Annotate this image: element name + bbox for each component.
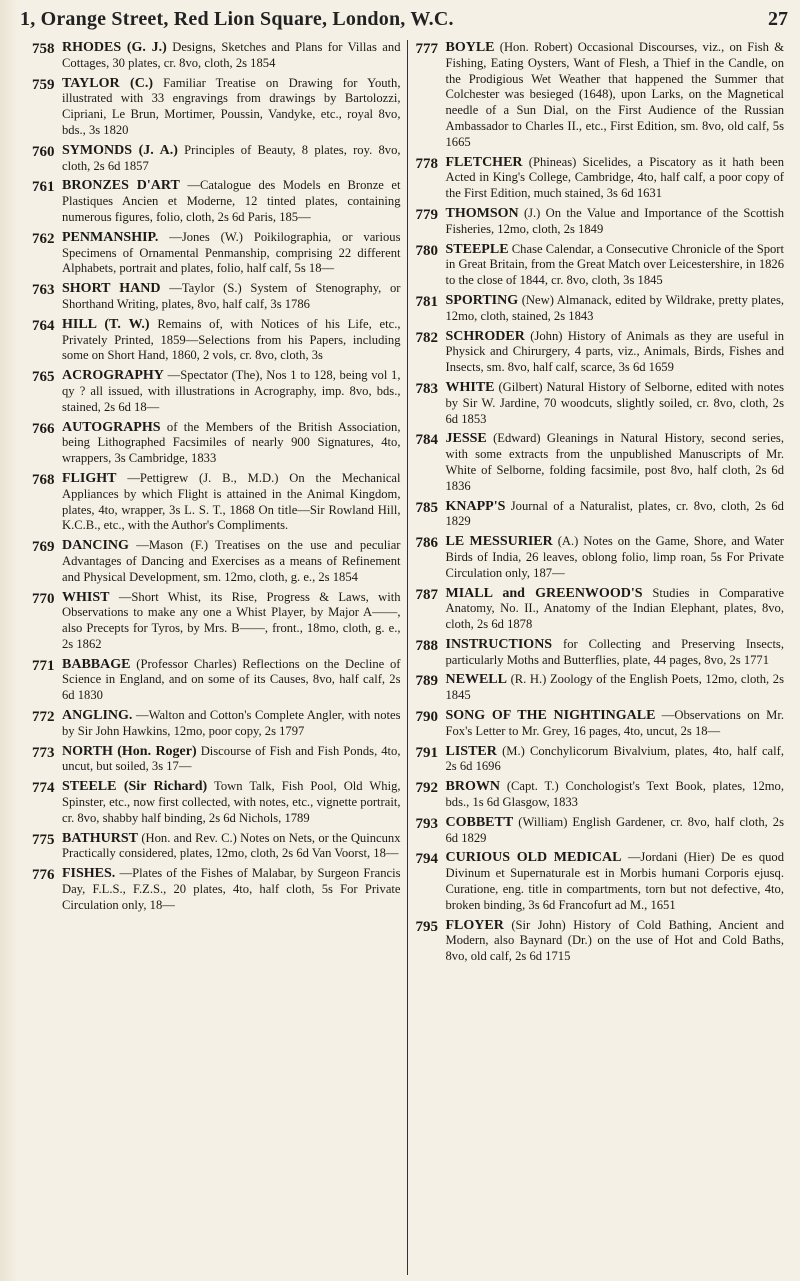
catalogue-entry bbox=[416, 431, 785, 494]
entry-number: 776 bbox=[32, 867, 55, 884]
entry-number: 761 bbox=[32, 179, 55, 196]
entry-number: 769 bbox=[32, 539, 55, 556]
entry-number: 768 bbox=[32, 471, 55, 488]
entry-text bbox=[62, 230, 401, 277]
entry-text bbox=[446, 40, 785, 151]
entry-number: 784 bbox=[415, 432, 438, 449]
entry-text bbox=[62, 40, 401, 72]
catalogue-entry bbox=[32, 779, 401, 826]
entry-text bbox=[62, 538, 401, 585]
entry-description: —Short Whist, its Rise, Progress & Laws, with Observations to make any one a Whist Player, by Major A——, also Precepts for Tyros, by Mrs. B——, front., 18mo, cloth, g. e., 2s 1862 bbox=[62, 589, 401, 651]
entry-description: (Edward) Gleanings in Natural History, second series, with some extracts from the unpublished Manuscripts of Mr. White of Selborne, folding facsimile, post 8vo, half cloth, 2s 6d 1836 bbox=[445, 431, 784, 493]
running-head: 1, Orange Street, Red Lion Square, London, W.C. bbox=[20, 7, 454, 30]
entry-number: 780 bbox=[415, 242, 438, 259]
entry-title: BATHURST bbox=[62, 830, 138, 846]
entry-description: —Walton and Cotton's Complete Angler, with notes by Sir John Hawkins, 12mo, poor copy, 2s 1797 bbox=[62, 708, 401, 738]
catalogue-entry bbox=[32, 590, 401, 653]
catalogue-entry bbox=[416, 155, 785, 202]
entry-number: 765 bbox=[32, 369, 55, 386]
entry-title: SPORTING bbox=[445, 292, 519, 308]
entry-title: RHODES (G. J.) bbox=[62, 40, 167, 55]
entry-title: PENMANSHIP. bbox=[62, 229, 159, 245]
entry-description: —Plates of the Fishes of Malabar, by Surgeon Francis Day, F.L.S., F.Z.S., 20 plates, 4to, half cloth, 5s For Private Circulation only, 18— bbox=[62, 866, 401, 912]
entry-description: for Collecting and Preserving Insects, particularly Moths and Butterflies, plate, 44 pages, 8vo, 2s 1771 bbox=[445, 636, 784, 667]
entry-title: JESSE bbox=[445, 431, 487, 447]
entry-number: 773 bbox=[32, 744, 55, 761]
entry-description: (New) Almanack, edited by Wildrake, pretty plates, 12mo, cloth, stained, 2s 1843 bbox=[445, 292, 785, 323]
entry-title: SYMONDS (J. A.) bbox=[62, 142, 178, 158]
entry-title: FISHES. bbox=[62, 866, 116, 882]
entry-number: 785 bbox=[415, 499, 438, 516]
page-header bbox=[20, 4, 788, 34]
entry-title: STEEPLE bbox=[445, 241, 509, 257]
right-column bbox=[408, 40, 791, 1275]
entry-description: (Hon. and Rev. C.) Notes on Nets, or the Quincunx Practically considered, plates, 12mo, cloth, 2s 6d Van Voorst, 18— bbox=[62, 830, 401, 861]
catalogue-entry bbox=[416, 779, 785, 811]
entry-text bbox=[446, 155, 785, 202]
page-number: 27 bbox=[768, 7, 788, 30]
entry-text bbox=[62, 178, 401, 225]
entry-description: (M.) Conchylicorum Bivalvium, plates, 4to, half calf, 2s 6d 1696 bbox=[445, 743, 784, 774]
catalogue-entry bbox=[416, 329, 785, 376]
entry-description: (A.) Notes on the Game, Shore, and Water Birds of India, 26 leaves, oblong folio, limp roan, 5s For Private Circulation only, 187— bbox=[445, 534, 785, 580]
catalogue-entry bbox=[32, 420, 401, 467]
entry-description: Discourse of Fish and Fish Ponds, 4to, uncut, but soiled, 3s 17— bbox=[62, 743, 401, 774]
entry-number: 760 bbox=[32, 143, 55, 160]
entry-text bbox=[446, 242, 785, 289]
entry-title: COBBETT bbox=[445, 814, 514, 830]
entry-number: 781 bbox=[415, 293, 438, 310]
entry-text bbox=[446, 779, 785, 811]
catalogue-entry bbox=[32, 178, 401, 225]
entry-title: FLETCHER bbox=[445, 154, 523, 170]
entry-number: 795 bbox=[415, 918, 438, 935]
entry-description: —Jordani (Hier) De es quod Divinum et Supernaturale est in Morbis humani Corporis ejusq. Curatione, eng. title in compartments, torn but not defective, 4to, broken binding, 3s 6d Francofurt ad M., 1651 bbox=[445, 850, 785, 912]
entry-description: —Catalogue des Models en Bronze et Plastiques Ancien et Moderne, 12 tinted plates, containing numerous figures, folio, cloth, 2s 6d Paris, 185— bbox=[62, 178, 401, 224]
entry-text bbox=[446, 672, 785, 704]
catalogue-entry bbox=[32, 708, 401, 740]
entry-number: 777 bbox=[415, 41, 438, 57]
entry-title: HILL (T. W.) bbox=[62, 316, 150, 332]
entry-number: 792 bbox=[415, 780, 438, 797]
entry-number: 763 bbox=[32, 282, 55, 299]
entry-number: 790 bbox=[415, 709, 438, 726]
catalogue-entry bbox=[416, 380, 785, 427]
entry-description: (Gilbert) Natural History of Selborne, edited with notes by Sir W. Jardine, 70 woodcuts, slightly soiled, cr. 8vo, cloth, 2s 6d 1853 bbox=[445, 379, 784, 426]
catalogue-entry bbox=[32, 76, 401, 139]
entry-text bbox=[446, 499, 785, 531]
entry-description: (Phineas) Sicelides, a Piscatory as it hath been Acted in King's College, Cambridge, 4to, half calf, a poor copy of the First Edition, much stained, 3s 6d 1631 bbox=[445, 154, 785, 201]
catalogue-entry bbox=[416, 242, 785, 289]
entry-description: (William) English Gardener, cr. 8vo, half cloth, 2s 6d 1829 bbox=[445, 814, 785, 845]
entry-title: BOYLE bbox=[445, 40, 495, 55]
entry-text bbox=[446, 637, 785, 669]
catalogue-entry bbox=[32, 230, 401, 277]
entry-text bbox=[62, 281, 401, 313]
entry-text bbox=[62, 76, 401, 139]
entry-text bbox=[62, 866, 401, 913]
entry-number: 775 bbox=[32, 831, 55, 848]
entry-text bbox=[62, 708, 401, 740]
entry-title: MIALL and GREENWOOD'S bbox=[445, 585, 643, 601]
catalogue-entry bbox=[32, 538, 401, 585]
entry-number: 764 bbox=[32, 317, 55, 334]
catalogue-entry bbox=[32, 831, 401, 863]
entry-title: KNAPP'S bbox=[445, 498, 506, 514]
entry-title: LISTER bbox=[445, 743, 497, 759]
entry-text bbox=[62, 420, 401, 467]
entry-description: Familiar Treatise on Drawing for Youth, illustrated with 33 engravings from drawings by Bartolozzi, Cipriani, Le Brun, Mortimer, Poussin, Vandyke, etc., royal 8vo, bds., 3s 1820 bbox=[62, 75, 401, 137]
entry-description: Studies in Comparative Anatomy, No. II., Anatomy of the Indian Elephant, plates, 8vo, cloth, 2s 6d 1878 bbox=[445, 585, 784, 632]
entry-title: FLIGHT bbox=[62, 470, 117, 486]
entry-title: CURIOUS OLD MEDICAL bbox=[445, 850, 622, 866]
catalogue-entry bbox=[416, 744, 785, 776]
entry-text bbox=[446, 293, 785, 325]
entry-number: 758 bbox=[32, 41, 55, 57]
entry-description: (Professor Charles) Reflections on the Decline of Science in England, and on some of its Causes, 8vo, half calf, 2s 6d 1830 bbox=[62, 656, 401, 703]
entry-text bbox=[62, 831, 401, 863]
catalogue-entry bbox=[416, 206, 785, 238]
entry-title: WHITE bbox=[445, 379, 495, 395]
entry-title: NORTH (Hon. Roger) bbox=[62, 743, 197, 759]
entry-description: Town Talk, Fish Pool, Old Whig, Spinster, etc., now first collected, with notes, etc., vignette portrait, cr. 8vo, shabby half binding, 2s 6d Nichols, 1789 bbox=[62, 779, 401, 825]
entry-number: 794 bbox=[415, 851, 438, 868]
entry-number: 783 bbox=[415, 380, 438, 397]
catalogue-entry bbox=[32, 866, 401, 913]
catalogue-entry bbox=[32, 40, 401, 72]
catalogue-entry bbox=[416, 293, 785, 325]
entry-description: —Taylor (S.) System of Stenography, or Shorthand Writing, plates, 8vo, half calf, 3s 1786 bbox=[62, 281, 401, 311]
entry-number: 778 bbox=[415, 155, 438, 172]
entry-title: ANGLING. bbox=[62, 708, 133, 724]
entry-text bbox=[446, 744, 785, 776]
entry-number: 770 bbox=[32, 590, 55, 607]
entry-description: of the Members of the British Association, being Lithographed Facsimiles of nearly 900 Signatures, 4to, wrappers, 3s Cambridge, 1833 bbox=[62, 419, 401, 466]
entry-description: —Pettigrew (J. B., M.D.) On the Mechanical Appliances by which Flight is attained in the Animal Kingdom, plates, 4to, wrapper, 3s L. S. T., 1868 On title—Sir Rowland Hill, K.C.B., etc., with the Author's Compliments. bbox=[62, 470, 401, 533]
catalogue-entry bbox=[32, 657, 401, 704]
entry-number: 759 bbox=[32, 76, 55, 93]
catalogue-entry bbox=[416, 918, 785, 965]
entry-description: —Observations on Mr. Fox's Letter to Mr. Grey, 16 pages, 4to, uncut, 2s 18— bbox=[445, 708, 784, 738]
entry-title: NEWELL bbox=[445, 672, 507, 688]
catalogue-entry bbox=[416, 850, 785, 913]
entry-number: 772 bbox=[32, 709, 55, 726]
catalogue-entry bbox=[32, 317, 401, 364]
entry-number: 766 bbox=[32, 420, 55, 437]
entry-title: DANCING bbox=[62, 538, 129, 554]
catalogue-entry bbox=[416, 672, 785, 704]
catalogue-entry bbox=[32, 143, 401, 175]
entry-text bbox=[446, 918, 785, 965]
entry-title: TAYLOR (C.) bbox=[62, 75, 153, 91]
entry-text bbox=[446, 380, 785, 427]
entry-text bbox=[62, 657, 401, 704]
catalogue-entry bbox=[32, 368, 401, 415]
catalogue-entry bbox=[32, 744, 401, 776]
entry-description: —Spectator (The), Nos 1 to 128, being vol 1, qy ? all issued, with illustrations in Acrography, imp. 8vo, bds., stained, 2s 6d 18— bbox=[62, 368, 401, 414]
entry-text bbox=[446, 815, 785, 847]
entry-description: —Mason (F.) Treatises on the use and peculiar Advantages of Dancing and Exercises as a means of Refinement and Physical Development, sm. 12mo, cloth, g. e., 2s 1854 bbox=[62, 538, 401, 584]
entry-text bbox=[62, 590, 401, 653]
entry-title: BROWN bbox=[445, 779, 500, 795]
entry-number: 771 bbox=[32, 657, 55, 674]
entry-text bbox=[62, 471, 401, 534]
catalogue-entry bbox=[416, 534, 785, 581]
catalogue-entry bbox=[416, 708, 785, 740]
entry-title: ACROGRAPHY bbox=[62, 368, 164, 384]
entry-text bbox=[446, 206, 785, 238]
entry-description: (Sir John) History of Cold Bathing, Ancient and Modern, also Baynard (Dr.) on the use of Hot and Cold Baths, 8vo, old calf, 2s 6d 1715 bbox=[445, 917, 784, 964]
entry-title: THOMSON bbox=[445, 205, 519, 221]
catalogue-entry bbox=[416, 637, 785, 669]
catalogue-entry bbox=[416, 40, 785, 151]
entry-number: 787 bbox=[415, 586, 438, 603]
entry-description: Designs, Sketches and Plans for Villas and Cottages, 30 plates, cr. 8vo, cloth, 2s 1854 bbox=[62, 40, 401, 70]
entry-number: 786 bbox=[415, 535, 438, 552]
entry-text bbox=[446, 534, 785, 581]
catalogue-entry bbox=[32, 471, 401, 534]
entry-text bbox=[62, 368, 401, 415]
catalogue-entry bbox=[32, 281, 401, 313]
entry-number: 791 bbox=[415, 744, 438, 761]
entry-description: (J.) On the Value and Importance of the Scottish Fisheries, 12mo, cloth, 2s 1849 bbox=[445, 205, 784, 236]
entry-title: INSTRUCTIONS bbox=[445, 636, 553, 652]
entry-text bbox=[62, 317, 401, 364]
entry-text bbox=[446, 708, 785, 740]
entry-description: (John) History of Animals as they are useful in Physick and Chirurgery, 4 parts, viz., Animals, Birds, Fishes and Insects, sm. 8vo, half calf, scarce, 3s 6d 1659 bbox=[445, 328, 784, 375]
entry-number: 793 bbox=[415, 815, 438, 832]
entry-title: AUTOGRAPHS bbox=[62, 419, 161, 435]
entry-text bbox=[62, 744, 401, 776]
entry-title: BRONZES D'ART bbox=[62, 178, 180, 194]
entry-text bbox=[446, 329, 785, 376]
entry-description: Journal of a Naturalist, plates, cr. 8vo, cloth, 2s 6d 1829 bbox=[445, 498, 784, 529]
entry-number: 788 bbox=[415, 637, 438, 654]
entry-description: (Hon. Robert) Occasional Discourses, viz., on Fish & Fishing, Eating Oysters, Want of Flesh, a Thief in the Candle, on the Prodigious Wet Weather that happened the Summer that Colchester was besieged (1648), upon Larks, on the Magnetical needle of a Sun Dial, on the First Audience of the Russian Ambassador to Charles II., etc., First Edition, sm. 8vo, old calf, 5s 1665 bbox=[445, 40, 784, 149]
entry-title: WHIST bbox=[62, 589, 110, 605]
entry-number: 782 bbox=[415, 329, 438, 346]
entry-title: SONG OF THE NIGHTINGALE bbox=[445, 708, 656, 724]
entry-title: SHORT HAND bbox=[62, 281, 161, 297]
catalogue-entry bbox=[416, 815, 785, 847]
entry-description: (R. H.) Zoology of the English Poets, 12mo, cloth, 2s 1845 bbox=[445, 672, 784, 703]
entry-text bbox=[446, 431, 785, 494]
entry-text bbox=[446, 586, 785, 633]
entry-text bbox=[446, 850, 785, 913]
entry-description: Remains of, with Notices of his Life, etc., Privately Printed, 1859—Selections from his Papers, including some on Short Hand, 1860, 2 vols, cr. 8vo, cloth, 3s bbox=[62, 316, 401, 363]
entry-description: Principles of Beauty, 8 plates, roy. 8vo, cloth, 2s 6d 1857 bbox=[62, 142, 401, 173]
entry-title: STEELE (Sir Richard) bbox=[62, 779, 208, 795]
catalogue-entry bbox=[416, 586, 785, 633]
entry-description: (Capt. T.) Conchologist's Text Book, plates, 12mo, bds., 1s 6d Glasgow, 1833 bbox=[445, 779, 785, 810]
entry-title: LE MESSURIER bbox=[445, 534, 553, 550]
entry-number: 779 bbox=[415, 206, 438, 223]
catalogue-entry bbox=[416, 499, 785, 531]
entry-number: 789 bbox=[415, 673, 438, 690]
entry-text bbox=[62, 143, 401, 175]
entry-number: 774 bbox=[32, 780, 55, 797]
entry-description: Chase Calendar, a Consecutive Chronicle of the Sport in Great Britain, from the Great Match over Leicestershire, in 1826 to the close of 1844, cr. 8vo, cloth, 3s 1845 bbox=[445, 241, 785, 288]
entry-title: FLOYER bbox=[445, 917, 504, 933]
entry-description: —Jones (W.) Poikilographia, or various Specimens of Ornamental Penmanship, comprising 22 different Alphabets, portrait and plates, folio, half calf, 5s 18— bbox=[62, 229, 401, 276]
entry-number: 762 bbox=[32, 230, 55, 247]
entry-title: SCHRODER bbox=[445, 328, 525, 344]
left-column bbox=[32, 40, 408, 1275]
entry-title: BABBAGE bbox=[62, 656, 131, 672]
entry-text bbox=[62, 779, 401, 826]
catalogue-columns bbox=[32, 40, 790, 1275]
